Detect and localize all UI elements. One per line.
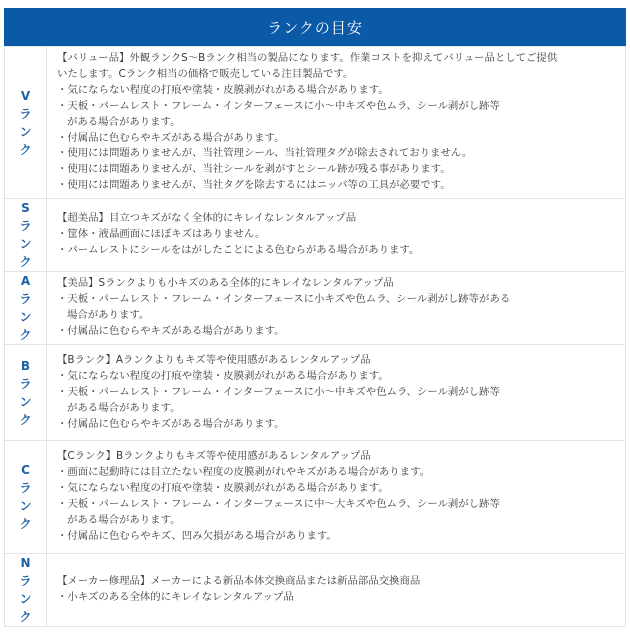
description-line: 【Cランク】Bランクよりもキズ等や使用感があるレンタルアップ品 [57, 450, 371, 463]
rank-description-cell [47, 47, 626, 199]
rank-description-cell [47, 554, 626, 627]
rank-row [5, 345, 626, 441]
description-line: ・使用には問題ありませんが、当社タグを除去するにはニッパ等の工具が必要です。 [57, 179, 451, 192]
rank-label: Cランク [19, 463, 32, 532]
rank-row [5, 272, 626, 345]
description-line: ・天板・パームレスト・フレーム・インターフェースに小～中キズや色ムラ、シール剥がし跡等 [57, 99, 500, 112]
rank-label: Bランク [19, 358, 32, 427]
description-line: 場合があります。 [67, 309, 150, 322]
rank-row [5, 199, 626, 272]
rank-row [5, 441, 626, 554]
description-line: ・付属品に色むらやキズがある場合があります。 [57, 325, 285, 338]
description-line: ・小キズのある全体的にキレイなレンタルアップ品 [57, 591, 294, 604]
description-line: ・天板・パームレスト・フレーム・インターフェースに中～大キズや色ムラ、シール剥がし跡等 [57, 498, 500, 511]
description-line: ・筐体・液晶画面にほぼキズはありません。 [57, 228, 266, 241]
page-title: ランクの目安 [4, 8, 626, 46]
rank-label-cell [5, 47, 47, 199]
description-line: 【バリュー品】外観ランクS～Bランク相当の製品になります。作業コストを抑えてバリュー品としてご提供 [57, 52, 558, 64]
description-line: ・付属品に色むらやキズがある場合があります。 [57, 417, 285, 430]
rank-row [5, 47, 626, 199]
rank-label-cell [5, 199, 47, 272]
description-line: ・天板・パームレスト・フレーム・インターフェースに小～中キズや色ムラ、シール剥がし跡等 [57, 385, 500, 398]
description-line: ・気にならない程度の打痕や塗装・皮膜剥がれがある場合があります。 [57, 482, 389, 495]
rank-label: Aランク [19, 274, 32, 343]
description-line: ・気にならない程度の打痕や塗装・皮膜剥がれがある場合があります。 [57, 83, 389, 96]
description-line: ・使用には問題ありませんが、当社シールを剥がすとシール跡が残る事があります。 [57, 163, 451, 176]
rank-label-cell [5, 345, 47, 441]
rank-label: Nランク [19, 556, 32, 625]
description-line: いたします。Cランク相当の価格で販売している注目製品です。 [57, 67, 354, 80]
rank-description-cell [47, 272, 626, 345]
description-line: ・パームレストにシールをはがしたことによる色むらがある場合があります。 [57, 244, 420, 257]
rank-label-cell [5, 554, 47, 627]
rank-description-cell [47, 199, 626, 272]
description-line: ・気にならない程度の打痕や塗装・皮膜剥がれがある場合があります。 [57, 369, 389, 382]
description-line: がある場合があります。 [67, 401, 181, 414]
rank-row [5, 554, 626, 627]
description-line: ・付属品に色むらやキズ、凹み欠損がある場合があります。 [57, 529, 337, 542]
rank-label-cell [5, 272, 47, 345]
rank-table [4, 46, 626, 627]
rank-label: Sランク [19, 201, 32, 270]
description-line: がある場合があります。 [67, 514, 181, 527]
rank-label: Vランク [19, 88, 32, 157]
rank-table-body [5, 47, 626, 627]
rank-description-cell [47, 345, 626, 441]
description-line: ・使用には問題ありませんが、当社管理シール、当社管理タグが除去されておりません。 [57, 147, 473, 160]
description-line: 【メーカー修理品】メーカーによる新品本体交換商品または新品部品交換商品 [57, 575, 421, 588]
description-line: 【超美品】目立つキズがなく全体的にキレイなレンタルアップ品 [57, 212, 357, 225]
description-line: 【美品】Sランクよりも小キズのある全体的にキレイなレンタルアップ品 [57, 277, 394, 290]
rank-label-cell [5, 441, 47, 554]
description-line: ・画面に起動時には目立たない程度の皮膜剥がれやキズがある場合があります。 [57, 466, 431, 479]
description-line: がある場合があります。 [67, 115, 181, 128]
description-line: ・天板・パームレスト・フレーム・インターフェースに小キズや色ムラ、シール剥がし跡等がある [57, 293, 511, 306]
rank-description-cell [47, 441, 626, 554]
description-line: ・付属品に色むらやキズがある場合があります。 [57, 131, 285, 144]
description-line: 【Bランク】Aランクよりもキズ等や使用感があるレンタルアップ品 [57, 353, 371, 366]
